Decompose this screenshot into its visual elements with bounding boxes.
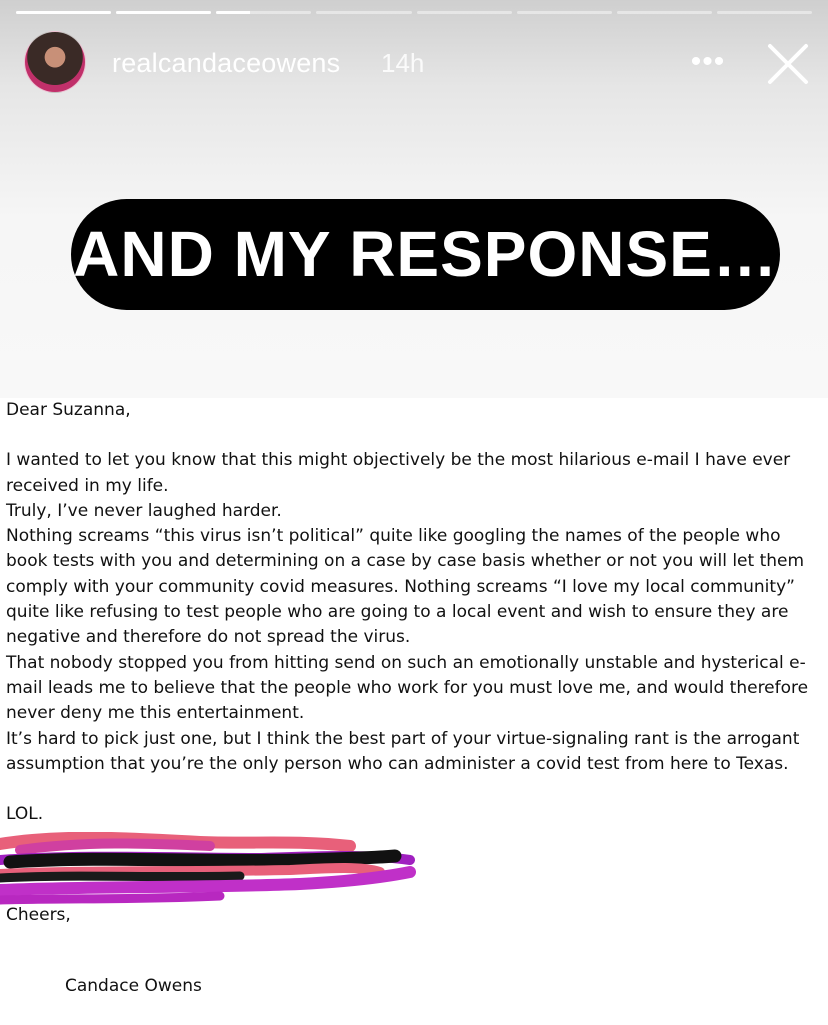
letter-paragraph: Nothing screams “this virus isn’t political” quite like googling the names of the people who book tests with you and determining on a case by case basis whether or not you will let them comply with your community covid measures. Nothing screams “I love my local community” quite like refusing to test people who are going to a local event and wish to ensure they are negative and therefore do not spread the virus. (6, 526, 805, 648)
story-progress-segment (417, 11, 512, 14)
more-options-icon[interactable]: ••• (690, 45, 726, 78)
story-progress-fill (16, 11, 111, 14)
story-progress-segment (316, 11, 411, 14)
letter-paragraph: That nobody stopped you from hitting send on such an emotionally unstable and hysterical e-mail leads me to believe that the people who work for you must love me, and would therefore never deny me this entertainment. (6, 652, 809, 724)
avatar[interactable] (24, 31, 86, 93)
story-username[interactable]: realcandaceowens (112, 48, 341, 78)
story-progress-fill (216, 11, 249, 14)
blank-line (6, 423, 822, 448)
letter-lol: LOL. (6, 804, 44, 825)
redaction-scribble (0, 832, 420, 912)
story-timestamp: 14h (381, 48, 425, 78)
letter-signature: Candace Owens (65, 976, 202, 996)
letter-paragraph: It’s hard to pick just one, but I think the best part of your virtue-signaling rant is the arrogant assumption that you’re the only person who can administer a covid test from here to Texas. (6, 728, 800, 774)
blank-line (6, 777, 822, 802)
story-progress-fill (116, 11, 211, 14)
story-progress-segment (617, 11, 712, 14)
story-text-sticker (71, 199, 780, 310)
letter-paragraph: I wanted to let you know that this might objectively be the most hilarious e-mail I have ever received in my life. (6, 450, 791, 496)
story-progress-segment (16, 11, 111, 14)
letter-closing: Cheers, (6, 905, 71, 926)
close-icon[interactable] (764, 40, 812, 88)
sticker-text: AND MY RESPONSE… (73, 218, 778, 290)
story-progress-segment (517, 11, 612, 14)
story-progress-segment (216, 11, 311, 14)
close-icon-glyph (764, 40, 812, 88)
story-progress-segment (116, 11, 211, 14)
letter-paragraph: Truly, I’ve never laughed harder. (6, 500, 282, 521)
letter-greeting: Dear Suzanna, (6, 400, 131, 420)
story-progress-segment (717, 11, 812, 14)
